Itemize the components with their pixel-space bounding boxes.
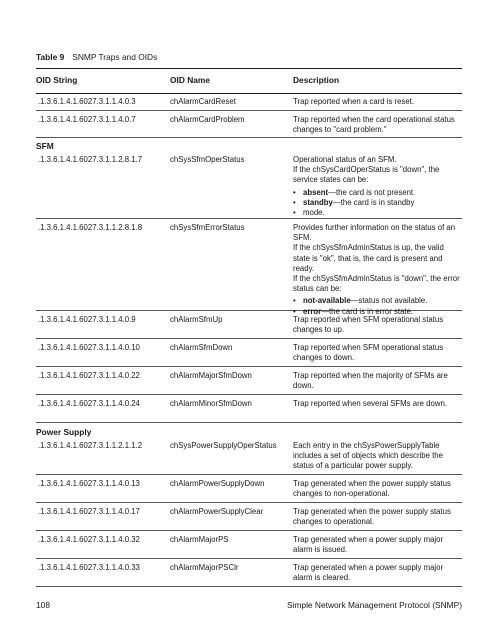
description-text: Trap reported when the majority of SFMs are down.: [293, 371, 448, 391]
oid-description: [293, 479, 461, 499]
oid-name: chAlarmCardProblem: [170, 115, 245, 124]
description-text: Trap reported when SFM operational status changes to down.: [293, 343, 444, 363]
oid-description: [293, 115, 461, 135]
oid-description: [293, 315, 461, 335]
table-row: [36, 110, 462, 138]
table-row: [36, 502, 462, 531]
oid-description: [293, 507, 461, 527]
oid-description: [293, 441, 461, 472]
oid-name: chAlarmMinorSfmDown: [170, 399, 252, 408]
oid-description: [293, 371, 461, 391]
oid-string: .1.3.6.1.4.1.6027.3.1.1.4.0.32: [38, 535, 140, 544]
oid-string: .1.3.6.1.4.1.6027.3.1.1.2.8.1.7: [38, 155, 143, 164]
oid-name: chSysPowerSupplyOperStatus: [170, 441, 277, 450]
table-row: [36, 150, 462, 219]
table-number: Table 9: [36, 52, 65, 62]
bullet-term: absent: [303, 187, 329, 197]
table-row: [36, 366, 462, 395]
oid-string: .1.3.6.1.4.1.6027.3.1.1.4.0.17: [38, 507, 140, 516]
list-item: [293, 188, 461, 198]
description-text: Trap reported when the card operational status changes to "card problem.": [293, 115, 455, 135]
description-text: Trap reported when several SFMs are down.: [293, 399, 447, 408]
oid-name: chAlarmSfmDown: [170, 343, 233, 352]
oid-string: .1.3.6.1.4.1.6027.3.1.1.4.0.24: [38, 399, 140, 408]
description-text: Operational status of an SFM.: [293, 155, 397, 164]
oid-name: chAlarmPowerSupplyDown: [170, 479, 265, 488]
table-caption: [36, 52, 157, 62]
table-row: [36, 92, 462, 111]
description-text: Trap generated when the power supply status changes to operational.: [293, 507, 451, 527]
oid-name: chAlarmMajorPSClr: [170, 563, 239, 572]
table-row: [36, 436, 462, 475]
table-row: [36, 474, 462, 503]
description-text: Trap reported when a card is reset.: [293, 97, 415, 106]
description-text: If the chSysSfmAdminStatus is "down", the error status can be:: [293, 274, 460, 294]
page-footer: [36, 600, 462, 612]
oid-description: [293, 97, 461, 107]
header-oid-string: OID String: [36, 75, 78, 85]
header-oid-name: OID Name: [170, 75, 211, 85]
list-item: [293, 198, 461, 208]
oid-string: .1.3.6.1.4.1.6027.3.1.1.2.1.1.2: [38, 441, 143, 450]
table-row: [36, 530, 462, 559]
table-row: [36, 558, 462, 587]
section-heading-sfm: SFM: [36, 141, 54, 151]
description-text: Trap reported when SFM operational status changes to up.: [293, 315, 444, 335]
oid-name: chSysSfmOperStatus: [170, 155, 245, 164]
description-text: Provides further information on the status of an SFM.: [293, 223, 456, 243]
description-text: Trap generated when a power supply major alarm is cleared.: [293, 563, 444, 583]
oid-name: chAlarmPowerSupplyClear: [170, 507, 264, 516]
oid-string: .1.3.6.1.4.1.6027.3.1.1.4.0.7: [38, 115, 136, 124]
table-header: [36, 68, 462, 94]
oid-description: [293, 563, 461, 583]
oid-description: [293, 223, 461, 317]
table-row: [36, 338, 462, 367]
oid-string: .1.3.6.1.4.1.6027.3.1.1.2.8.1.8: [38, 223, 143, 232]
table-row: [36, 394, 462, 423]
description-text: If the chSysSfmAdminStatus is up, the valid state is "ok", that is, the card is present and ready.: [293, 243, 444, 273]
list-item: [293, 296, 461, 306]
bullet-term: error: [303, 306, 322, 316]
oid-description: [293, 155, 461, 218]
oid-name: chAlarmCardReset: [170, 97, 236, 106]
oid-name: chAlarmMajorSfmDown: [170, 371, 252, 380]
table-row: [36, 310, 462, 339]
bullet-term: not-available: [303, 296, 351, 306]
oid-string: .1.3.6.1.4.1.6027.3.1.1.4.0.33: [38, 563, 140, 572]
oid-string: .1.3.6.1.4.1.6027.3.1.1.4.0.22: [38, 371, 140, 380]
oid-name: chAlarmSfmUp: [170, 315, 223, 324]
description-text: Each entry in the chSysPowerSupplyTable includes a set of objects which describe the status of a particular power supply.: [293, 441, 443, 471]
bullet-text: —the card is not present.: [328, 187, 416, 197]
oid-string: .1.3.6.1.4.1.6027.3.1.1.4.0.9: [38, 315, 136, 324]
chapter-title: Simple Network Management Protocol (SNMP): [286, 600, 462, 610]
oid-description: [293, 535, 461, 555]
oid-string: .1.3.6.1.4.1.6027.3.1.1.4.0.3: [38, 97, 136, 106]
bullet-text: —status not available.: [350, 296, 428, 306]
description-text: Trap generated when the power supply status changes to non-operational.: [293, 479, 451, 499]
page-number: 108: [36, 600, 50, 610]
description-text: If the chSysCardOperStatus is "down", the service states can be:: [293, 165, 440, 185]
table-title: SNMP Traps and OIDs: [72, 52, 158, 62]
list-item: [293, 208, 461, 218]
oid-name: chSysSfmErrorStatus: [170, 223, 245, 232]
oid-description: [293, 343, 461, 363]
bullet-text: mode.: [303, 208, 325, 218]
bullet-term: standby: [303, 197, 333, 207]
table-row: [36, 218, 462, 316]
section-heading-power-supply: Power Supply: [36, 427, 92, 437]
oid-string: .1.3.6.1.4.1.6027.3.1.1.4.0.10: [38, 343, 140, 352]
bullet-text: —the card is in error state.: [321, 306, 414, 316]
header-description: Description: [293, 75, 340, 85]
oid-name: chAlarmMajorPS: [170, 535, 229, 544]
description-text: Trap generated when a power supply major alarm is issued.: [293, 535, 444, 555]
bullet-text: —the card is in standby: [332, 197, 415, 207]
bullet-list: [293, 188, 461, 219]
oid-string: .1.3.6.1.4.1.6027.3.1.1.4.0.13: [38, 479, 140, 488]
oid-description: [293, 399, 461, 409]
